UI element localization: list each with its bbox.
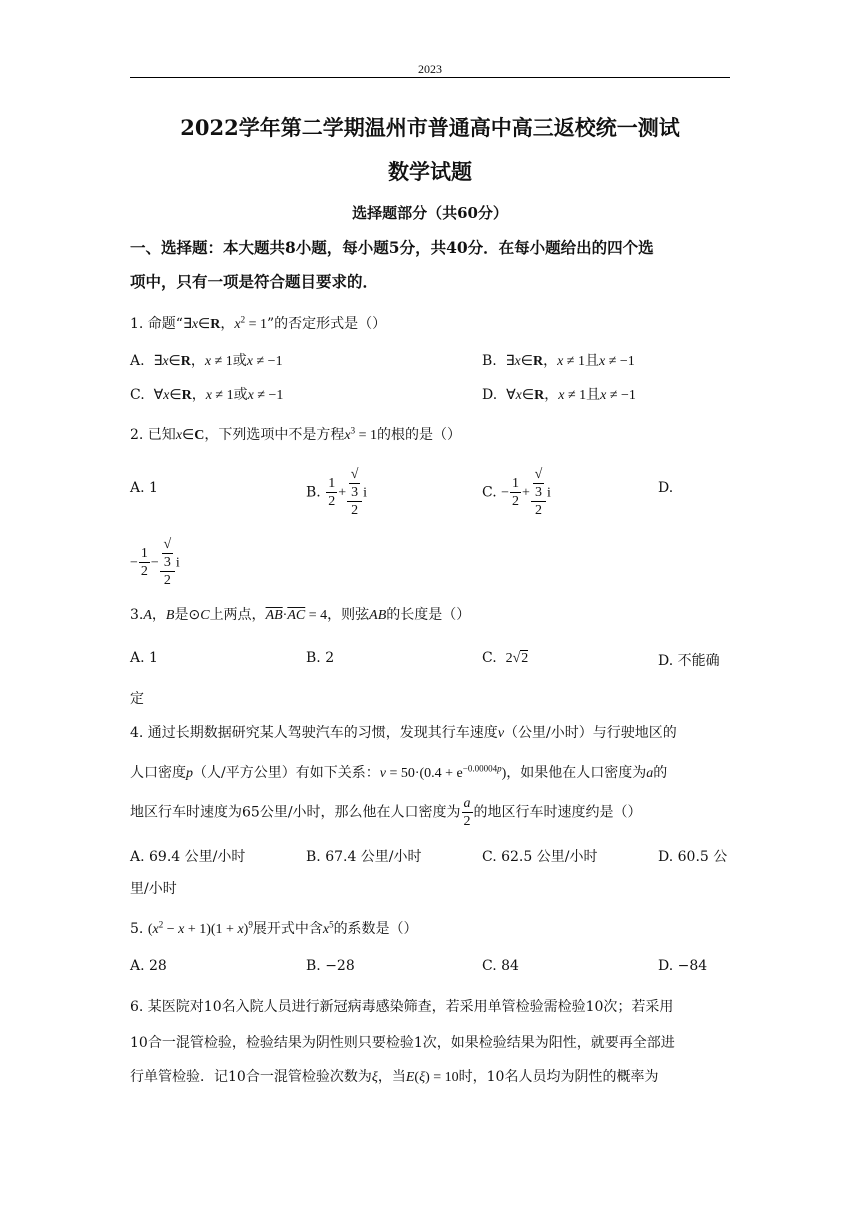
q2-option-c: C. − $\frac{1}{2}$ + √ 3 2 i bbox=[482, 467, 551, 518]
q2-option-b: B. $\frac{1}{2}$ + √ 3 2 i bbox=[306, 467, 367, 518]
q3-option-d: D. 不能确 bbox=[658, 653, 720, 669]
q5-option-b: B. −28 bbox=[306, 958, 355, 974]
q1-option-b: B. ∃x∈R，x ≠ 1且x ≠ −1 bbox=[482, 353, 635, 369]
q1-option-a: A. ∃x∈R，x ≠ 1或x ≠ −1 bbox=[130, 353, 283, 369]
section-instructions-line1: 一、选择题：本大题共8小题，每小题5分，共40分．在每小题给出的四个选 bbox=[130, 238, 654, 257]
question-4-line1: 4. 通过长期数据研究某人驾驶汽车的习惯，发现其行车速度v（公里/小时）与行驶地区的 bbox=[130, 725, 677, 741]
q2-option-d-label: D. bbox=[658, 480, 674, 496]
question-4-line3: 地区行车时速度为65公里/小时，那么他在人口密度为 $\frac{a}{2}$ 的地区行车时速度约是（） bbox=[130, 796, 642, 829]
question-6-line2: 10合一混管检验，检验结果为阴性则只要检验1次，如果检验结果为阳性，就要再全部进 bbox=[130, 1035, 675, 1051]
q4-option-a: A. 69.4 公里/小时 bbox=[130, 849, 246, 865]
q2-option-d-value: − $\frac{1}{2}$ − √ 3 2 i bbox=[130, 537, 180, 588]
q3-option-d-cont: 定 bbox=[130, 691, 144, 707]
q5-option-a: A. 28 bbox=[130, 958, 167, 974]
question-6-line3: 行单管检验．记10合一混管检验次数为ξ，当E(ξ) = 10时，10名人员均为阴性的概率为 bbox=[130, 1069, 659, 1085]
question-1-stem: 1. 命题“∃x∈R，$x^2 = 1$”的否定形式是（） bbox=[130, 314, 387, 332]
question-5-stem: 5. $(x^2 - x + 1)(1 + x)^9$展开式中含$x^5$的系数是（） bbox=[130, 919, 418, 937]
page-header-year: 2023 bbox=[418, 62, 442, 76]
exam-title: 2022学年第二学期温州市普通高中高三返校统一测试 bbox=[180, 115, 680, 140]
q4-option-c: C. 62.5 公里/小时 bbox=[482, 849, 598, 865]
header-rule bbox=[130, 77, 730, 78]
q3-option-b: B. 2 bbox=[306, 650, 335, 666]
question-3-stem: 3.A，B是⊙C上两点，$\overline{AB}\cdot\overline{AC} = 4$，则弦AB的长度是（） bbox=[130, 607, 471, 623]
q4-option-d: D. 60.5 公 bbox=[658, 849, 728, 865]
exam-subtitle: 数学试题 bbox=[388, 159, 472, 184]
q1-option-d: D. ∀x∈R，x ≠ 1且x ≠ −1 bbox=[482, 387, 636, 403]
q1-option-c: C. ∀x∈R，x ≠ 1或x ≠ −1 bbox=[130, 387, 284, 403]
part-heading: 选择题部分（共60分） bbox=[352, 204, 508, 222]
q3-option-a: A. 1 bbox=[130, 650, 158, 666]
question-2-stem: 2. 已知x∈C，下列选项中不是方程$x^3 = 1$的根的是（） bbox=[130, 425, 461, 443]
question-4-line2: 人口密度p（人/平方公里）有如下关系：$v = 50\cdot(0.4 + e^{-0.00004p})$，如果他在人口密度为a的 bbox=[130, 763, 668, 781]
q4-option-b: B. 67.4 公里/小时 bbox=[306, 849, 422, 865]
q3-option-c: C. 2√2 bbox=[482, 650, 529, 666]
section-instructions-line2: 项中，只有一项是符合题目要求的． bbox=[130, 272, 379, 291]
question-6-line1: 6. 某医院对10名入院人员进行新冠病毒感染筛查，若采用单管检验需检验10次；若采用 bbox=[130, 999, 674, 1015]
q2-option-a: A. 1 bbox=[130, 480, 158, 496]
q5-option-d: D. −84 bbox=[658, 958, 708, 974]
q5-option-c: C. 84 bbox=[482, 958, 519, 974]
q4-option-d-cont: 里/小时 bbox=[130, 881, 177, 897]
